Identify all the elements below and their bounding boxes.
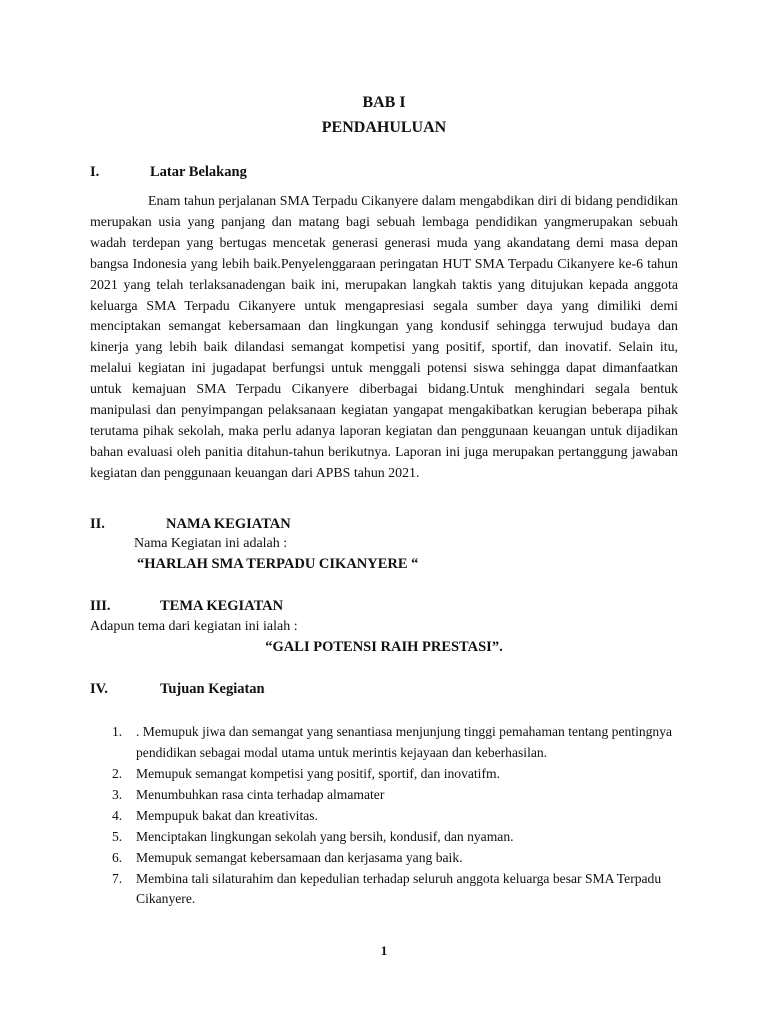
list-item-text: Memupuk semangat kompetisi yang positif, sportif, dan inovatifm. <box>136 765 500 781</box>
activity-theme: “GALI POTENSI RAIH PRESTASI”. <box>265 639 503 655</box>
section1-number: I. <box>90 164 100 180</box>
goals-list <box>112 722 682 910</box>
list-item-text: Mempupuk bakat dan kreativitas. <box>136 807 318 823</box>
section4-heading: Tujuan Kegiatan <box>160 681 265 697</box>
list-item-number: 7. <box>112 870 123 886</box>
section3-number: III. <box>90 598 111 614</box>
page-number: 1 <box>380 943 388 958</box>
list-item <box>112 764 682 785</box>
list-item <box>112 722 682 763</box>
list-item-text: Menumbuhkan rasa cinta terhadap almamater <box>136 786 385 802</box>
list-item <box>112 848 682 869</box>
section3-intro: Adapun tema dari kegiatan ini ialah : <box>90 619 298 634</box>
list-item-number: 5. <box>112 828 123 844</box>
list-item-number: 6. <box>112 849 123 865</box>
section1-heading: Latar Belakang <box>150 164 247 180</box>
background-paragraph: Enam tahun perjalanan SMA Terpadu Cikanyere dalam mengabdikan diri di bidang pendidikan merupakan usia yang panjang dan matang bagi sebuah lembaga pendidikan yangmerupakan sebuah wadah terdepan yang bertugas mencetak generasi generasi muda yang akandatang demi masa depan bangsa Indonesia yang lebih baik.Penyelenggaraan peringatan HUT SMA Terpadu Cikanyere ke-6 tahun 2021 yang telah terlaksanadengan baik ini, merupakan langkah taktis yang ditujukan kepada anggota keluarga SMA Terpadu Cikanyere untuk mengapresiasi segala sumber daya yang dimiliki demi menciptakan semangat kebersamaan dan lingkungan yang kondusif sehingga terwujud budaya dan kinerja yang lebih baik dilandasi semangat kompetisi yang positif, sportif, dan inovatif. Selain itu, melalui kegiatan ini jugadapat berfungsi untuk menggali potensi siswa sehingga dapat dimanfaatkan untuk kemajuan SMA Terpadu Cikanyere diberbagai bidang.Untuk menghindari segala bentuk manipulasi dan penyimpangan pelaksanaan kegiatan yangapat mengakibatkan kerugian beberapa pihak terutama pihak sekolah, maka perlu adanya laporan kegiatan dan penggunaan keuangan untuk dijadikan bahan evaluasi oleh panitia ditahun-tahun berikutnya. Laporan ini juga merupakan pertanggung jawaban kegiatan dan penggunaan keuangan dari APBS tahun 2021. <box>90 194 678 481</box>
list-item <box>112 869 682 910</box>
list-item <box>112 827 682 848</box>
list-item-text: Memupuk semangat kebersamaan dan kerjasama yang baik. <box>136 849 463 865</box>
section2-heading: NAMA KEGIATAN <box>166 516 291 532</box>
list-item <box>112 806 682 827</box>
list-item-text: Membina tali silaturahim dan kepedulian terhadap seluruh anggota keluarga besar SMA Terpadu Cikanyere. <box>136 870 662 906</box>
section2-intro: Nama Kegiatan ini adalah : <box>134 536 288 551</box>
section4-number: IV. <box>90 681 108 697</box>
chapter-label: BAB I <box>362 94 406 111</box>
section2-number: II. <box>90 516 105 532</box>
list-item-text: Menciptakan lingkungan sekolah yang bersih, kondusif, dan nyaman. <box>136 828 514 844</box>
list-item <box>112 785 682 806</box>
chapter-title: PENDAHULUAN <box>321 119 447 136</box>
list-item-text: . Memupuk jiwa dan semangat yang senantiasa menjunjung tinggi pemahaman tentang pentingnya pendidikan sebagai modal utama untuk merintis kejayaan dan keberhasilan. <box>136 724 673 760</box>
list-item-number: 2. <box>112 765 123 781</box>
list-item-number: 4. <box>112 807 123 823</box>
list-item-number: 1. <box>112 724 123 739</box>
activity-name: “HARLAH SMA TERPADU CIKANYERE “ <box>137 556 419 572</box>
section3-heading: TEMA KEGIATAN <box>160 598 284 614</box>
list-item-number: 3. <box>112 786 123 802</box>
